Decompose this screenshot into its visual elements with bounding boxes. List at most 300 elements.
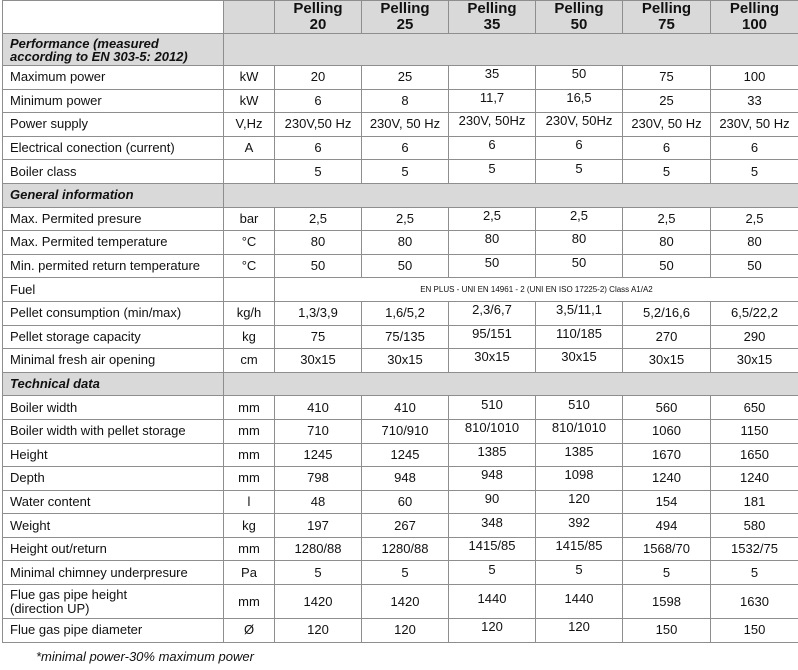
- row-label: Height: [3, 443, 224, 467]
- value-cell: [623, 419, 711, 443]
- value-cell: [711, 160, 798, 184]
- value-cell: [449, 537, 536, 561]
- value-cell: [275, 396, 362, 420]
- value-cell: [711, 419, 798, 443]
- value-cell: [449, 207, 536, 231]
- cell-value: 810/1010: [464, 420, 520, 436]
- value-cell: [536, 301, 623, 325]
- row-unit: V,Hz: [224, 113, 275, 137]
- row-unit: mm: [224, 467, 275, 491]
- value-cell: [623, 537, 711, 561]
- value-cell: [711, 619, 798, 643]
- cell-value: 1670: [652, 446, 681, 462]
- cell-value: 580: [743, 517, 766, 533]
- cell-value: 197: [307, 517, 329, 533]
- row-unit: mm: [224, 585, 275, 619]
- cell-value: 25: [659, 92, 674, 108]
- value-cell: [362, 254, 449, 278]
- cell-value: 90: [484, 490, 500, 506]
- value-cell: [536, 325, 623, 349]
- value-cell: [275, 514, 362, 538]
- row-label: Boiler width with pellet storage: [3, 419, 224, 443]
- cell-value: 50: [571, 255, 587, 271]
- value-cell: [362, 537, 449, 561]
- section-performance: [3, 34, 798, 66]
- row-label: Depth: [3, 467, 224, 491]
- value-cell: [536, 443, 623, 467]
- value-cell: [623, 89, 711, 113]
- row-unit: °C: [224, 231, 275, 255]
- value-cell: [711, 207, 798, 231]
- value-cell: [449, 325, 536, 349]
- row-label: Pellet consumption (min/max): [3, 301, 224, 325]
- row-unit: kg: [224, 514, 275, 538]
- cell-value: 1240: [740, 470, 769, 486]
- cell-value: 50: [397, 258, 413, 274]
- row-unit: cm: [224, 349, 275, 373]
- table-row: [3, 207, 798, 231]
- cell-value: 8: [401, 92, 409, 108]
- model-header-25: [362, 1, 449, 34]
- value-cell: [536, 160, 623, 184]
- cell-value: 75: [310, 328, 326, 344]
- model-size: 20: [309, 16, 327, 33]
- cell-value: 2,5: [657, 210, 676, 226]
- cell-value: 2,5: [569, 207, 589, 223]
- row-unit: kW: [224, 89, 275, 113]
- value-cell: [362, 89, 449, 113]
- value-cell: [449, 396, 536, 420]
- cell-value: 6: [401, 140, 409, 156]
- value-cell: [449, 467, 536, 491]
- cell-value: 510: [568, 396, 590, 412]
- cell-value: 1532/75: [731, 541, 778, 557]
- cell-value: 1568/70: [643, 541, 690, 557]
- cell-value: 1440: [564, 590, 594, 606]
- value-cell: [275, 113, 362, 137]
- cell-value: 5,2/16,6: [643, 305, 690, 321]
- value-cell: [623, 561, 711, 585]
- cell-value: 5: [488, 561, 496, 577]
- value-cell: [275, 160, 362, 184]
- cell-value: 650: [743, 399, 766, 415]
- table-row: [3, 396, 798, 420]
- value-cell: [711, 301, 798, 325]
- row-label: Electrical conection (current): [3, 136, 224, 160]
- header-blank-cell: [3, 1, 224, 34]
- value-cell: [711, 254, 798, 278]
- specifications-table: [2, 0, 798, 643]
- cell-value: 5: [401, 564, 409, 580]
- value-cell: [711, 66, 798, 90]
- value-cell: [711, 467, 798, 491]
- table-row: [3, 66, 798, 90]
- row-label: Min. permited return temperature: [3, 254, 224, 278]
- cell-value: 5: [662, 564, 671, 580]
- cell-value: 30x15: [300, 352, 336, 368]
- model-size: 75: [658, 16, 675, 33]
- value-cell: [275, 136, 362, 160]
- cell-value: 120: [307, 622, 329, 638]
- row-label-line1: Flue gas pipe height: [10, 586, 128, 602]
- model-header-35: [449, 1, 536, 34]
- cell-value: 6: [750, 140, 759, 156]
- value-cell: [536, 619, 623, 643]
- cell-value: 6,5/22,2: [731, 305, 778, 321]
- value-cell: [275, 419, 362, 443]
- cell-value: 1650: [740, 446, 769, 462]
- cell-value: 410: [307, 399, 329, 415]
- value-cell: [449, 619, 536, 643]
- value-cell: [711, 325, 798, 349]
- row-label: Boiler class: [3, 160, 224, 184]
- cell-value: 6: [575, 137, 583, 153]
- section-fill: [224, 372, 798, 396]
- value-cell: [623, 619, 711, 643]
- value-cell: [711, 537, 798, 561]
- cell-value: 5: [575, 561, 583, 577]
- cell-value: 6: [314, 92, 322, 108]
- value-cell: [623, 207, 711, 231]
- value-cell: [623, 136, 711, 160]
- value-cell: [711, 231, 798, 255]
- value-cell: [623, 349, 711, 373]
- value-cell: [275, 325, 362, 349]
- cell-value: 1245: [390, 446, 420, 462]
- cell-value: 80: [484, 231, 500, 247]
- section-general: [3, 183, 798, 207]
- value-cell: [711, 443, 798, 467]
- value-cell: [623, 585, 711, 619]
- cell-value: 1280/88: [381, 541, 429, 557]
- cell-value: 1,6/5,2: [385, 305, 425, 321]
- value-cell: [536, 349, 623, 373]
- cell-value: 5: [575, 160, 583, 176]
- table-row: [3, 514, 798, 538]
- value-cell: [275, 231, 362, 255]
- value-cell: [362, 301, 449, 325]
- value-cell: [362, 419, 449, 443]
- cell-value: 30x15: [736, 352, 773, 368]
- row-label: [3, 585, 224, 619]
- cell-value: 1098: [564, 467, 594, 483]
- cell-value: 120: [568, 490, 590, 506]
- model-size: 35: [483, 16, 501, 33]
- value-cell: [536, 467, 623, 491]
- value-cell: [449, 349, 536, 373]
- cell-value: 30x15: [387, 352, 423, 368]
- cell-value: 6: [488, 137, 496, 153]
- value-cell: [711, 113, 798, 137]
- cell-value: 50: [310, 258, 326, 274]
- table-row: [3, 585, 798, 619]
- value-cell: [536, 514, 623, 538]
- row-unit: [224, 278, 275, 302]
- model-name: Pelling: [729, 0, 780, 17]
- value-cell: [536, 537, 623, 561]
- row-label: Minimal chimney underpresure: [3, 561, 224, 585]
- row-unit: kg/h: [224, 301, 275, 325]
- cell-value: 80: [659, 234, 674, 250]
- value-cell: [623, 113, 711, 137]
- cell-value: 2,5: [308, 210, 328, 226]
- value-cell: [362, 467, 449, 491]
- cell-value: 6: [314, 140, 322, 156]
- value-cell: [449, 254, 536, 278]
- value-cell: [275, 443, 362, 467]
- cell-value: 154: [655, 493, 678, 509]
- value-cell: [362, 561, 449, 585]
- value-cell: [362, 160, 449, 184]
- cell-value: 230V, 50 Hz: [631, 116, 702, 132]
- table-row: [3, 325, 798, 349]
- value-cell: [362, 490, 449, 514]
- model-header-50: [536, 1, 623, 34]
- cell-value: 392: [568, 514, 590, 530]
- value-cell: [536, 419, 623, 443]
- table-row: [3, 231, 798, 255]
- cell-value: 510: [481, 396, 503, 412]
- value-cell: [275, 619, 362, 643]
- value-cell: [711, 561, 798, 585]
- value-cell: [449, 443, 536, 467]
- cell-value: 1280/88: [294, 541, 342, 557]
- section-title: Technical data: [3, 372, 224, 396]
- cell-value: 30x15: [561, 349, 597, 365]
- cell-value: 948: [481, 467, 503, 483]
- cell-value: 50: [659, 258, 674, 274]
- value-cell: [623, 396, 711, 420]
- value-cell: [536, 490, 623, 514]
- value-cell: [711, 514, 798, 538]
- value-cell: [711, 490, 798, 514]
- value-cell: [449, 66, 536, 90]
- value-cell: [449, 160, 536, 184]
- cell-value: 80: [571, 231, 587, 247]
- row-label: Max. Permited presure: [3, 207, 224, 231]
- row-unit: Pa: [224, 561, 275, 585]
- table-row: [3, 443, 798, 467]
- value-cell: [362, 396, 449, 420]
- value-cell: [623, 66, 711, 90]
- table-row: [3, 113, 798, 137]
- cell-value: 35: [484, 66, 500, 82]
- cell-value: 410: [394, 399, 416, 415]
- cell-value: 948: [394, 470, 416, 486]
- row-label: Power supply: [3, 113, 224, 137]
- cell-value: 5: [314, 163, 322, 179]
- row-label: Pellet storage capacity: [3, 325, 224, 349]
- value-cell: [362, 585, 449, 619]
- section-fill: [224, 183, 798, 207]
- cell-value: 348: [481, 514, 503, 530]
- section-fill: [224, 34, 798, 66]
- cell-value: 2,5: [745, 210, 764, 226]
- value-cell: [623, 160, 711, 184]
- row-label: Minimal fresh air opening: [3, 349, 224, 373]
- cell-value: 230V, 50Hz: [458, 113, 526, 129]
- cell-value: 1,3/3,9: [298, 305, 338, 321]
- cell-value: 5: [401, 163, 409, 179]
- cell-value: 25: [397, 69, 413, 85]
- value-cell: [275, 66, 362, 90]
- cell-value: 2,3/6,7: [472, 302, 512, 318]
- cell-value: 6: [662, 140, 671, 156]
- cell-value: 798: [307, 470, 329, 486]
- row-label: Max. Permited temperature: [3, 231, 224, 255]
- cell-value: 5: [662, 163, 671, 179]
- cell-value: 50: [484, 255, 500, 271]
- value-cell: [623, 231, 711, 255]
- cell-value: 1415/85: [468, 538, 516, 554]
- value-cell: [362, 207, 449, 231]
- cell-value: 181: [743, 493, 766, 509]
- cell-value: 290: [743, 328, 766, 344]
- row-unit: mm: [224, 537, 275, 561]
- value-cell: [362, 136, 449, 160]
- cell-value: 3,5/11,1: [555, 302, 603, 318]
- row-label: Weight: [3, 514, 224, 538]
- cell-value: 75: [659, 69, 674, 85]
- row-unit: Ø: [224, 619, 275, 643]
- table-row: [3, 467, 798, 491]
- row-label: Fuel: [3, 278, 224, 302]
- cell-value: 1385: [477, 443, 507, 459]
- cell-value: 1060: [652, 423, 681, 439]
- value-cell: [623, 514, 711, 538]
- cell-value: 1420: [390, 593, 420, 609]
- cell-value: 1240: [652, 470, 681, 486]
- value-cell: [536, 66, 623, 90]
- row-unit: kW: [224, 66, 275, 90]
- cell-value: 1385: [564, 443, 594, 459]
- value-cell: [449, 419, 536, 443]
- value-cell: [275, 537, 362, 561]
- model-header-75: [623, 1, 711, 34]
- cell-value: 270: [655, 328, 678, 344]
- cell-value: 33: [747, 92, 762, 108]
- model-name: Pelling: [293, 0, 343, 17]
- cell-value: 494: [655, 517, 678, 533]
- cell-value: 120: [394, 622, 416, 638]
- value-cell: [536, 231, 623, 255]
- cell-value: 48: [310, 493, 326, 509]
- cell-value: 30x15: [648, 352, 685, 368]
- value-cell: [362, 66, 449, 90]
- value-cell: [623, 443, 711, 467]
- cell-value: 150: [655, 622, 678, 638]
- row-unit: l: [224, 490, 275, 514]
- table-row: [3, 160, 798, 184]
- cell-value: 150: [743, 622, 766, 638]
- cell-value: 230V, 50Hz: [545, 113, 613, 129]
- model-name: Pelling: [641, 0, 692, 17]
- value-cell: [623, 467, 711, 491]
- value-cell: [275, 467, 362, 491]
- model-size: 100: [741, 16, 768, 33]
- value-cell: [536, 207, 623, 231]
- value-cell: [275, 561, 362, 585]
- value-cell: [275, 207, 362, 231]
- cell-value: 75/135: [385, 328, 425, 344]
- cell-value: 560: [655, 399, 678, 415]
- model-size: 50: [570, 16, 588, 33]
- model-size: 25: [396, 16, 414, 33]
- value-cell: [449, 561, 536, 585]
- value-cell: [362, 514, 449, 538]
- cell-value: 1630: [740, 593, 769, 609]
- value-cell: [536, 89, 623, 113]
- row-unit: mm: [224, 443, 275, 467]
- value-cell: [623, 325, 711, 349]
- cell-value: 110/185: [555, 325, 603, 341]
- row-unit: kg: [224, 325, 275, 349]
- value-cell: [536, 254, 623, 278]
- model-name: Pelling: [467, 0, 517, 17]
- model-name: Pelling: [554, 0, 604, 17]
- value-cell: [623, 301, 711, 325]
- cell-value: 230V, 50 Hz: [719, 116, 790, 132]
- model-header-100: [711, 1, 798, 34]
- model-header-20: [275, 1, 362, 34]
- cell-value: 5: [488, 160, 496, 176]
- value-cell: [711, 396, 798, 420]
- value-cell: [362, 231, 449, 255]
- value-cell: [362, 443, 449, 467]
- value-cell: [536, 113, 623, 137]
- cell-value: 80: [747, 234, 762, 250]
- section-title: General information: [3, 183, 224, 207]
- header-unit-cell: [224, 1, 275, 34]
- cell-value: 2,5: [482, 207, 502, 223]
- cell-value: 50: [571, 66, 587, 82]
- cell-value: 120: [481, 619, 503, 635]
- value-cell: [362, 349, 449, 373]
- row-unit: mm: [224, 396, 275, 420]
- fuel-spec: EN PLUS - UNI EN 14961 - 2 (UNI EN ISO 17225-2) Class A1/A2: [275, 278, 798, 302]
- row-unit: bar: [224, 207, 275, 231]
- table-row: [3, 537, 798, 561]
- table-row: [3, 619, 798, 643]
- table-row: [3, 136, 798, 160]
- value-cell: [449, 231, 536, 255]
- cell-value: 267: [394, 517, 416, 533]
- value-cell: [449, 136, 536, 160]
- cell-value: 5: [750, 564, 759, 580]
- cell-value: 16,5: [566, 89, 592, 105]
- cell-value: 30x15: [474, 349, 510, 365]
- row-label: Maximum power: [3, 66, 224, 90]
- cell-value: 95/151: [472, 325, 512, 341]
- row-label: Flue gas pipe diameter: [3, 619, 224, 643]
- cell-value: 1598: [652, 593, 681, 609]
- value-cell: [275, 585, 362, 619]
- cell-value: 1420: [303, 593, 333, 609]
- row-label: Boiler width: [3, 396, 224, 420]
- cell-value: 120: [568, 619, 590, 635]
- row-label-line2: (direction UP): [10, 600, 90, 616]
- row-label: Height out/return: [3, 537, 224, 561]
- cell-value: 710: [307, 423, 329, 439]
- value-cell: [362, 619, 449, 643]
- cell-value: 1415/85: [555, 538, 603, 554]
- table-row: [3, 254, 798, 278]
- cell-value: 1245: [303, 446, 333, 462]
- cell-value: 80: [397, 234, 413, 250]
- value-cell: [275, 349, 362, 373]
- value-cell: [623, 254, 711, 278]
- section-technical: [3, 372, 798, 396]
